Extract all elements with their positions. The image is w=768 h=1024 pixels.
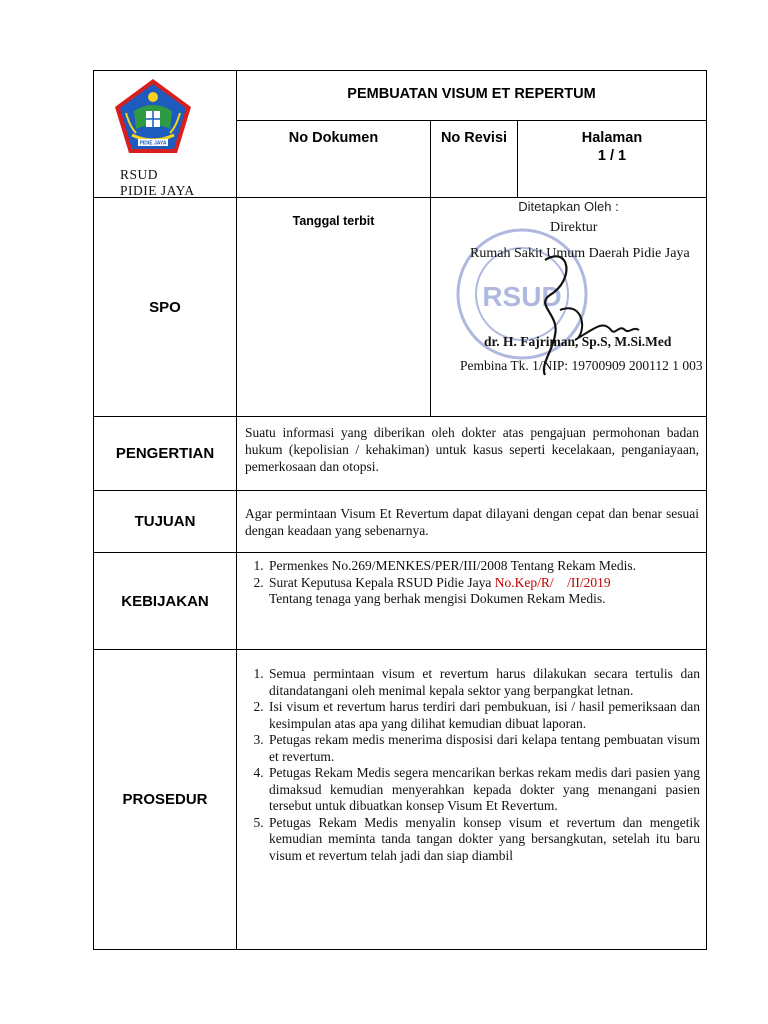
approver-institution: Rumah Sakit Umum Daerah Pidie Jaya <box>470 246 690 261</box>
pengertian-label: PENGERTIAN <box>115 445 215 462</box>
list-item: 3. Petugas rekam medis menerima disposisi dari kelapa tentang pembuatan visum et revertum. <box>267 732 700 765</box>
no-revisi-label: No Revisi <box>440 130 508 146</box>
institution-name-line1: RSUD <box>120 167 159 182</box>
institution-name-line2: PIDIE JAYA <box>120 183 195 198</box>
tujuan-label: TUJUAN <box>134 513 196 530</box>
svg-text:PIDIE JAYA: PIDIE JAYA <box>139 140 167 147</box>
approver-title: Direktur <box>550 220 598 235</box>
approver-nip: Pembina Tk. 1/NIP: 19700909 200112 1 003 <box>460 358 703 373</box>
list-item: 2. Isi visum et revertum harus terdiri dari pembukuan, isi / hasil pemeriksaan dan kesimpulan atas apa yang dilihat kemudian dibuat laporan. <box>267 699 700 732</box>
regency-emblem-icon <box>112 77 194 157</box>
logo-cell <box>94 71 236 197</box>
tujuan-text: Agar permintaan Visum Et Revertum dapat dilayani dengan cepat dan benar sesuai dengan keadaan yang sebenarnya. <box>245 506 699 538</box>
kebijakan-item-2-reference: No.Kep/R/ /II/2019 <box>494 574 611 590</box>
list-item <box>267 575 700 608</box>
halaman-value: 1 / 1 <box>597 148 627 164</box>
kebijakan-item-2-suffix: Tentang tenaga yang berhak mengisi Dokumen Rekam Medis. <box>269 591 606 606</box>
svg-text:RSUD: RSUD <box>482 281 562 312</box>
column-divider <box>430 197 431 417</box>
approver-name: dr. H. Fajriman, Sp.S, M.Si.Med <box>484 334 672 349</box>
list-item: 4. Petugas Rekam Medis segera mencarikan berkas rekam medis dari pasien yang dimaksud kemudian menyerahkan kepada dokter yang menangani pasien tersebut untuk dibuatkan konsep Visum Et Revertum. <box>267 765 700 815</box>
document-title: PEMBUATAN VISUM ET REPERTUM <box>347 86 596 102</box>
no-dokumen-label: No Dokumen <box>288 130 379 146</box>
list-item: 1. Semua permintaan visum et revertum harus dilakukan secara tertulis dan ditandatangani oleh menimal kepala sektor yang berpangkat letnan. <box>267 666 700 699</box>
table-border-right <box>706 70 707 950</box>
prosedur-label: PROSEDUR <box>122 791 208 808</box>
list-item: 5. Petugas Rekam Medis menyalin konsep visum et revertum dan mengetik kemudian meminta tanda tangan dokter yang bersangkutan, setelah itu baru visum et revertum telah jadi dan siap diambil <box>267 815 700 865</box>
halaman-label: Halaman <box>581 130 643 146</box>
kebijakan-item-1: Permenkes No.269/MENKES/PER/III/2008 Tentang Rekam Medis. <box>269 558 637 573</box>
approval-block <box>460 210 703 400</box>
tanggal-terbit-label: Tanggal terbit <box>292 214 375 228</box>
prosedur-list <box>240 666 700 864</box>
list-item <box>267 558 700 575</box>
kebijakan-label: KEBIJAKAN <box>121 592 209 610</box>
pengertian-text: Suatu informasi yang diberikan oleh dokter atas pengajuan permohonan badan hukum (kepolisian / kehakiman) untuk kasus seperti kecelakaan, penganiayaan, pemerkosaan dan otopsi. <box>245 425 699 474</box>
column-divider <box>236 70 237 950</box>
ditetapkan-oleh-label: Ditetapkan Oleh : <box>518 199 619 214</box>
kebijakan-list <box>240 558 700 608</box>
table-border-bottom <box>93 949 707 950</box>
spo-label: SPO <box>149 298 181 316</box>
kebijakan-item-2-prefix: Surat Keputusa Kepala RSUD Pidie Jaya <box>269 574 495 590</box>
row-divider <box>236 120 707 121</box>
